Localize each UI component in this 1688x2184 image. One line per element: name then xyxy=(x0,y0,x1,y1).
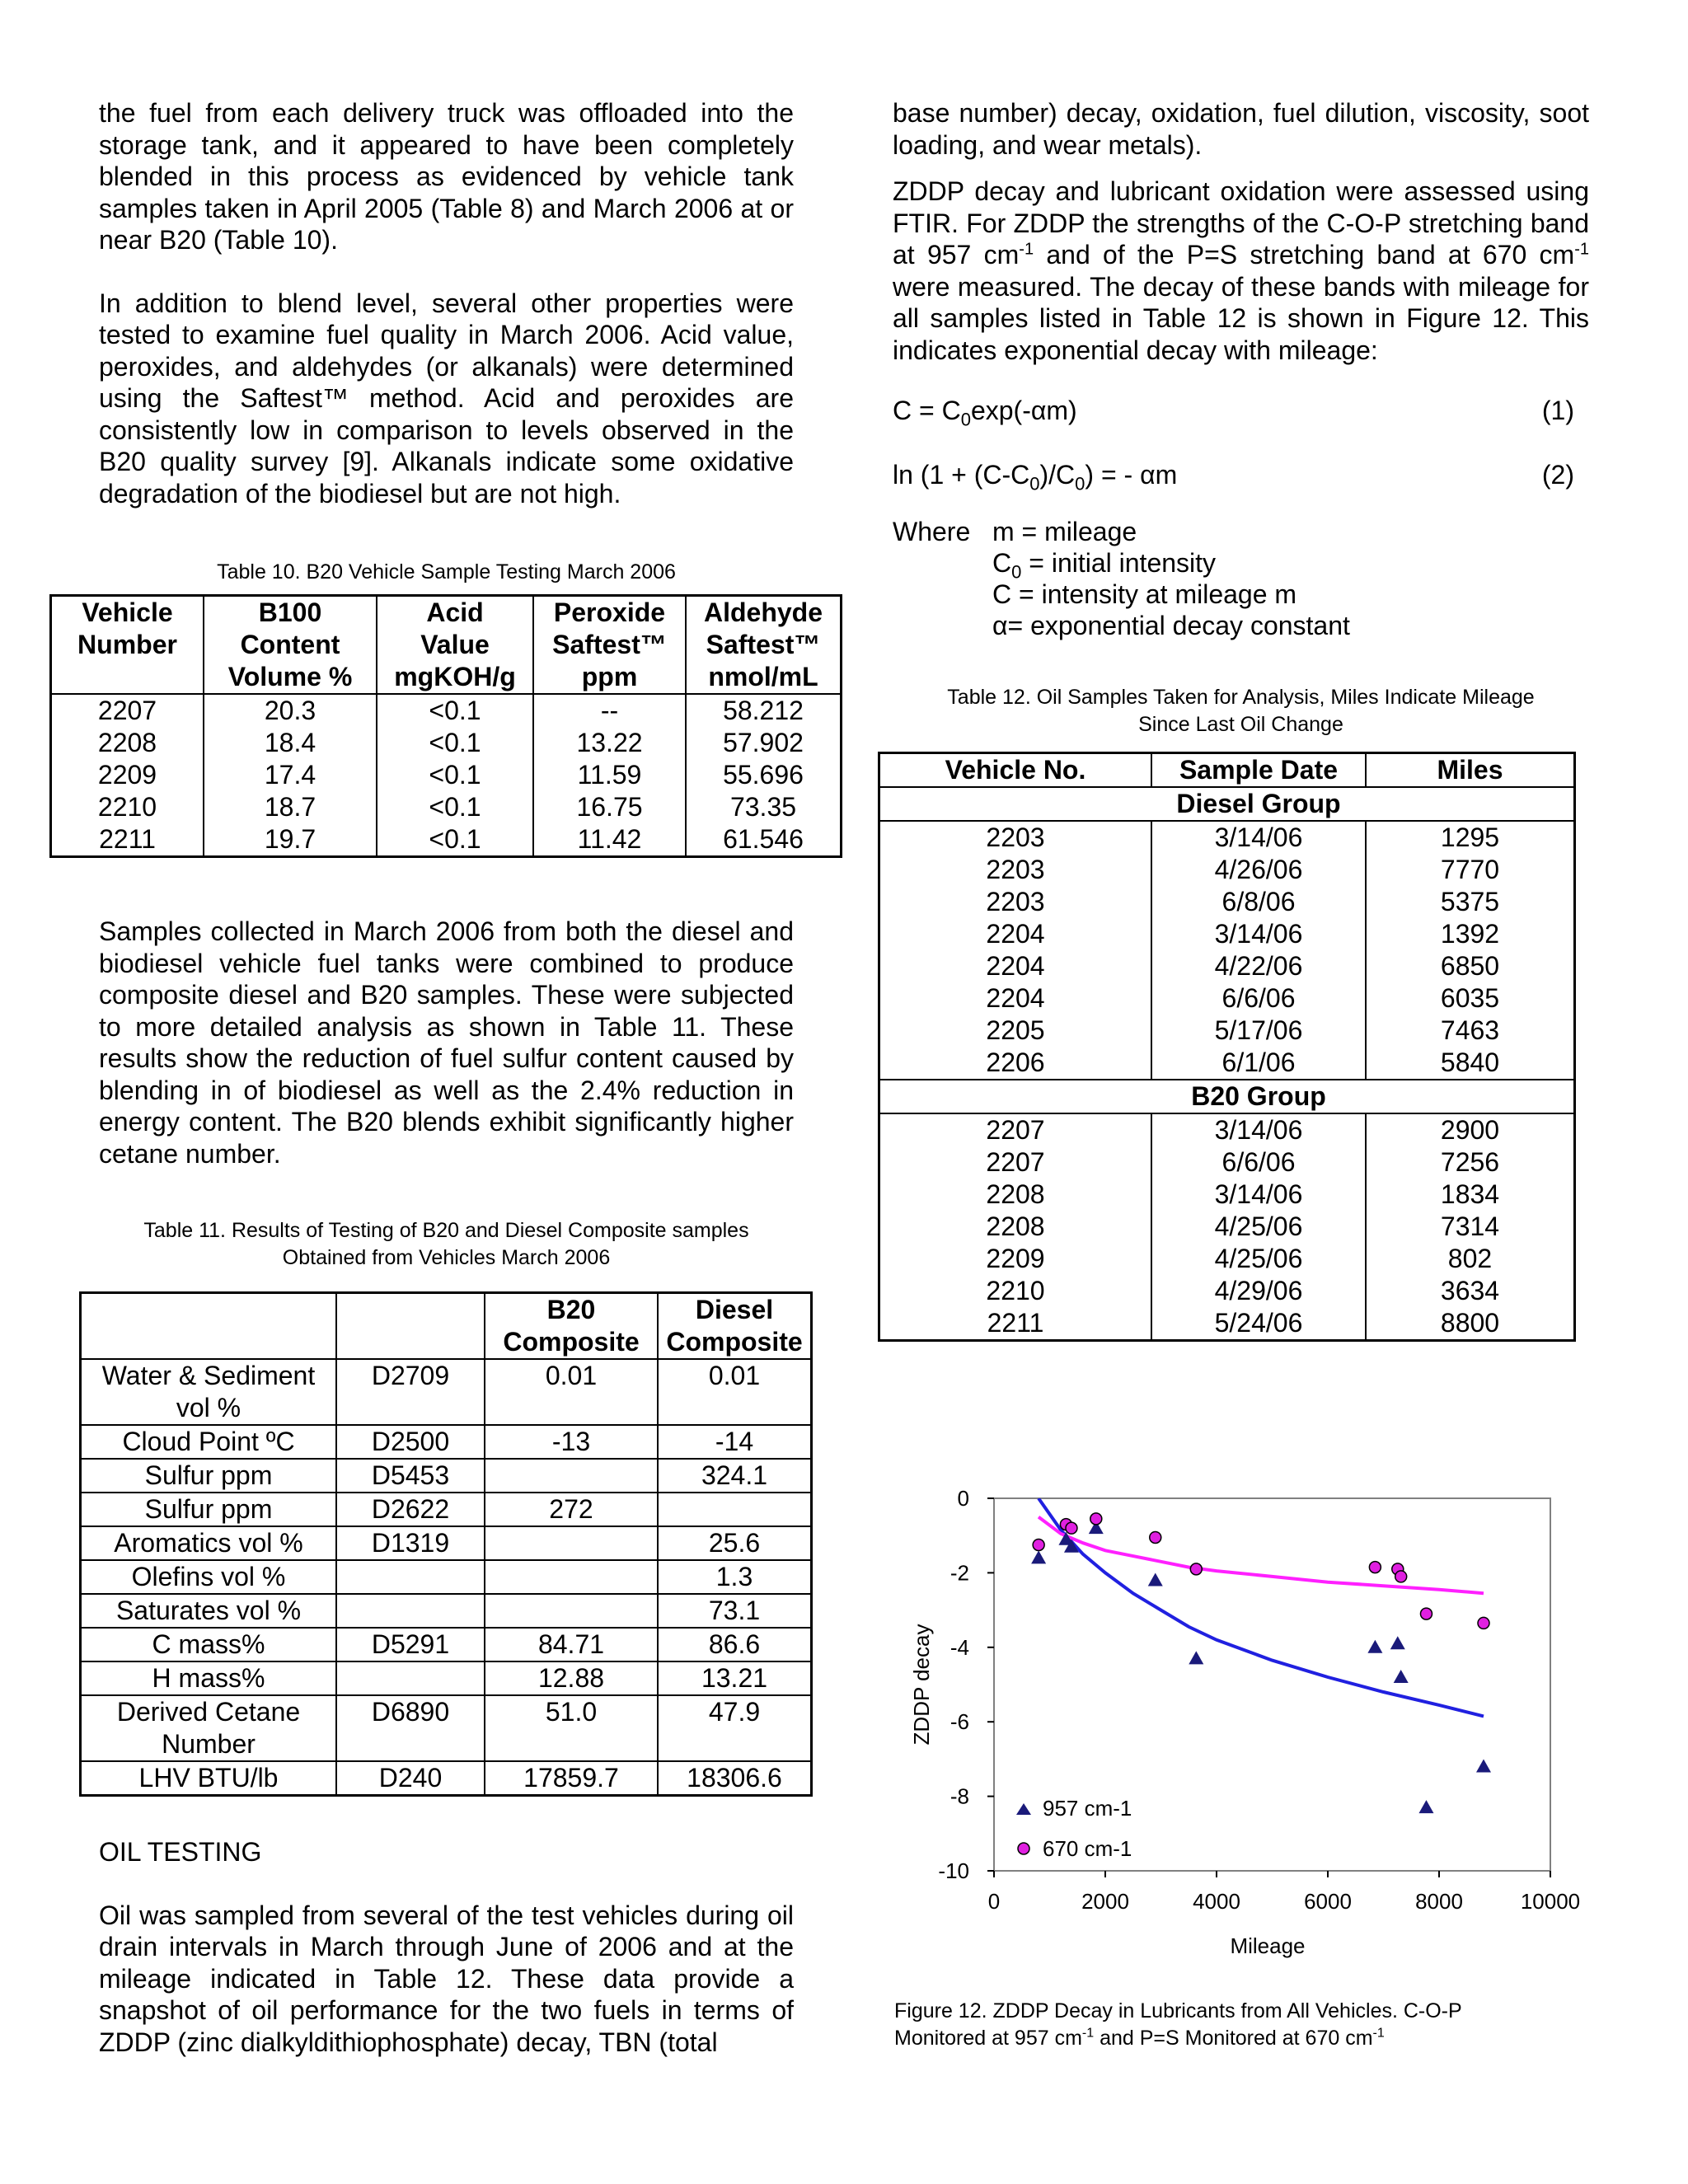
table-row xyxy=(51,759,842,791)
table10-cell: 58.212 xyxy=(686,694,842,727)
table10-cell: 73.35 xyxy=(686,791,842,823)
table11-cell: 84.71 xyxy=(485,1628,658,1661)
x-tick-label: 2000 xyxy=(1081,1889,1129,1914)
table-row xyxy=(81,1695,812,1761)
table12-cell: 2207 xyxy=(879,1113,1152,1146)
x-axis-label: Mileage xyxy=(1230,1933,1306,1958)
y-tick-label: 0 xyxy=(957,1486,969,1511)
table11-header-empty xyxy=(336,1293,485,1360)
table11-cell: D2622 xyxy=(336,1493,485,1526)
y-tick-label: -6 xyxy=(950,1709,969,1735)
table12-cell: 1295 xyxy=(1366,821,1575,854)
x-tick-label: 6000 xyxy=(1304,1889,1352,1914)
table12-cell: 2205 xyxy=(879,1015,1152,1047)
table11-cell: 324.1 xyxy=(658,1459,812,1493)
table-row xyxy=(879,854,1575,886)
table12-cell: 2208 xyxy=(879,1211,1152,1243)
table11-cell: Sulfur ppm xyxy=(81,1493,337,1526)
table12-cell: 2900 xyxy=(1366,1113,1575,1146)
table10-cell: 11.42 xyxy=(533,823,686,857)
equation-1-number: (1) xyxy=(1541,396,1574,425)
table12-cell: 4/26/06 xyxy=(1151,854,1366,886)
table12-cell: 2204 xyxy=(879,982,1152,1015)
legend-label-670: 670 cm-1 xyxy=(1043,1836,1132,1861)
table11-cell: D240 xyxy=(336,1761,485,1796)
table12-cell: 6/8/06 xyxy=(1151,886,1366,918)
table12-cell: 2203 xyxy=(879,821,1152,854)
table11-cell xyxy=(485,1560,658,1594)
table-row xyxy=(879,1211,1575,1243)
right-column xyxy=(893,97,1589,1342)
table12-group-spacer xyxy=(879,1080,1152,1113)
paragraph-oil-sampling: Oil was sampled from several of the test vehicles during oil drain intervals in March through June of 2006 and at the mileage indicated in Table 12. These data provide a snapshot of oil performance for the two fuels in terms of ZDDP (zinc dialkyldithiophosphate) decay, TBN (total xyxy=(99,1900,794,2057)
table12-cell: 1834 xyxy=(1366,1179,1575,1211)
table11-cell: -13 xyxy=(485,1425,658,1459)
table11-cell: Olefins vol % xyxy=(81,1560,337,1594)
table10-cell: <0.1 xyxy=(377,791,533,823)
data-point-670 xyxy=(1369,1562,1381,1573)
table12-cell: 6/1/06 xyxy=(1151,1047,1366,1080)
table10-header: B100 Content Volume % xyxy=(204,596,377,695)
table12-cell: 5840 xyxy=(1366,1047,1575,1080)
table12-cell: 2207 xyxy=(879,1146,1152,1179)
table12-cell: 4/25/06 xyxy=(1151,1211,1366,1243)
table12-cell: 2210 xyxy=(879,1275,1152,1307)
table-row xyxy=(879,1113,1575,1146)
table12-cell: 2208 xyxy=(879,1179,1152,1211)
table11-cell: 47.9 xyxy=(658,1695,812,1761)
equation-2-number: (2) xyxy=(1541,460,1574,490)
table-row xyxy=(51,791,842,823)
table12-cell: 6850 xyxy=(1366,950,1575,982)
table10-cell: 2208 xyxy=(51,727,204,759)
table12-cell: 3/14/06 xyxy=(1151,821,1366,854)
table11-cell: C mass% xyxy=(81,1628,337,1661)
legend-label-957: 957 cm-1 xyxy=(1043,1796,1132,1821)
table11-cell: 272 xyxy=(485,1493,658,1526)
table10-header: Peroxide Saftest™ ppm xyxy=(533,596,686,695)
table-row xyxy=(879,821,1575,854)
data-point-670 xyxy=(1033,1540,1044,1551)
figure12-chart xyxy=(893,1475,1601,1970)
table11-cell xyxy=(336,1661,485,1695)
table11-cell xyxy=(336,1560,485,1594)
table-row xyxy=(81,1560,812,1594)
table12-cell: 8800 xyxy=(1366,1307,1575,1341)
table10-cell: 2210 xyxy=(51,791,204,823)
table10-cell: 18.4 xyxy=(204,727,377,759)
table11-cell: 18306.6 xyxy=(658,1761,812,1796)
table10-header: Aldehyde Saftest™ nmol/mL xyxy=(686,596,842,695)
table11-cell: 0.01 xyxy=(658,1359,812,1425)
legend-marker-circle xyxy=(1018,1843,1029,1854)
where-label: Where xyxy=(893,517,971,546)
where-mileage: m = mileage xyxy=(992,517,1137,546)
paragraph-fuel-blending: the fuel from each delivery truck was offloaded into the storage tank, and it appeared to have been completely blended in this process as evidenced by vehicle tank samples taken in April 2005 (Table 8) and March 2006 at or near B20 (Table 10). xyxy=(99,98,794,255)
table10-cell: 2207 xyxy=(51,694,204,727)
table-row xyxy=(879,950,1575,982)
table10-cell: 13.22 xyxy=(533,727,686,759)
paragraph-composite-samples: Samples collected in March 2006 from both the diesel and biodiesel vehicle fuel tanks were combined to produce composite diesel and B20 samples. These were subjected to more detailed analysis as shown in Table 11. These results show the reduction of fuel sulfur content caused by blending in of biodiesel as well as the 2.4% reduction in energy content. The B20 blends exhibit significantly higher cetane number. xyxy=(99,916,794,1169)
table-row xyxy=(81,1359,812,1425)
table11-cell: Aromatics vol % xyxy=(81,1526,337,1560)
table12-cell: 802 xyxy=(1366,1243,1575,1275)
table12-cell: 3/14/06 xyxy=(1151,1113,1366,1146)
where-intensity: C = intensity at mileage m xyxy=(992,579,1297,609)
data-point-670 xyxy=(1395,1571,1407,1582)
table-row xyxy=(879,1047,1575,1080)
table11-caption: Table 11. Results of Testing of B20 and Diesel Composite samples Obtained from Vehicles March 2006 xyxy=(143,1219,749,1269)
table12-cell: 6/6/06 xyxy=(1151,982,1366,1015)
table11-cell: 86.6 xyxy=(658,1628,812,1661)
table10-cell: <0.1 xyxy=(377,727,533,759)
table11-cell: D5453 xyxy=(336,1459,485,1493)
y-tick-label: -10 xyxy=(938,1858,969,1883)
table12-cell: 2203 xyxy=(879,854,1152,886)
table12-cell: 7314 xyxy=(1366,1211,1575,1243)
table10-caption: Table 10. B20 Vehicle Sample Testing March 2006 xyxy=(217,560,676,583)
y-tick-label: -2 xyxy=(950,1560,969,1586)
table10-header: Acid Value mgKOH/g xyxy=(377,596,533,695)
table11-cell: 17859.7 xyxy=(485,1761,658,1796)
table-row xyxy=(51,823,842,857)
table12-group-diesel xyxy=(879,787,1575,821)
table11-header-diesel: Diesel Composite xyxy=(658,1293,812,1360)
table-row xyxy=(81,1425,812,1459)
table-row xyxy=(81,1594,812,1628)
table11-header-b20: B20 Composite xyxy=(485,1293,658,1360)
table11-cell: Saturates vol % xyxy=(81,1594,337,1628)
table-row xyxy=(81,1661,812,1695)
table-row xyxy=(879,1243,1575,1275)
table11-cell xyxy=(485,1526,658,1560)
table12-cell: 4/25/06 xyxy=(1151,1243,1366,1275)
table10-header: Vehicle Number xyxy=(51,596,204,695)
table11-cell xyxy=(658,1493,812,1526)
table12-header: Vehicle No. xyxy=(879,753,1152,788)
table11-cell: 25.6 xyxy=(658,1526,812,1560)
table10-cell: <0.1 xyxy=(377,759,533,791)
table-row xyxy=(81,1459,812,1493)
table11-cell: 12.88 xyxy=(485,1661,658,1695)
paragraph-tbn-continued: base number) decay, oxidation, fuel dilution, viscosity, soot loading, and wear metals). xyxy=(893,98,1589,160)
table12-group-label: Diesel Group xyxy=(1151,787,1366,821)
data-point-670 xyxy=(1066,1522,1077,1534)
table-row xyxy=(879,1179,1575,1211)
where-decay-constant: α= exponential decay constant xyxy=(992,611,1350,640)
table-row xyxy=(81,1493,812,1526)
table11-cell xyxy=(485,1594,658,1628)
table12-cell: 7770 xyxy=(1366,854,1575,886)
paragraph-zddp-ftir: ZDDP decay and lubricant oxidation were assessed using FTIR. For ZDDP the strengths of the C-O-P stretching band at 957 $cm^{-1}$ and of the P=S stretching band at 670 $cm^{-1}$ were measured. The decay of these bands with mileage for all samples listed in Table 12 is shown in Figure 12. This indicates exponential decay with mileage: xyxy=(893,176,1590,365)
table12-cell: 7463 xyxy=(1366,1015,1575,1047)
table10-cell: 57.902 xyxy=(686,727,842,759)
table-row xyxy=(879,1146,1575,1179)
table10-cell: <0.1 xyxy=(377,694,533,727)
table-row xyxy=(81,1526,812,1560)
table12-cell: 5375 xyxy=(1366,886,1575,918)
equation-1: $C = C_0\exp(-\alpha m)$ (1) xyxy=(893,396,1574,430)
table11-cell: D2500 xyxy=(336,1425,485,1459)
table10-cell: 2211 xyxy=(51,823,204,857)
table12-group-b20 xyxy=(879,1080,1575,1113)
table12-cell: 4/22/06 xyxy=(1151,950,1366,982)
table10-cell: 2209 xyxy=(51,759,204,791)
table10-cell: 55.696 xyxy=(686,759,842,791)
table11-cell: D5291 xyxy=(336,1628,485,1661)
table11-cell: 73.1 xyxy=(658,1594,812,1628)
table11 xyxy=(79,1291,813,1797)
paragraph-fuel-quality: In addition to blend level, several other properties were tested to examine fuel quality in March 2006. Acid value, peroxides, and aldehydes (or alkanals) were determined using the Saftest™ method. Acid and peroxides are consistently low in comparison to levels observed in the B20 quality survey [9]. Alkanals indicate some oxidative degradation of the biodiesel but are not high. xyxy=(99,288,794,509)
x-tick-label: 0 xyxy=(987,1889,1001,1914)
table10-cell: 61.546 xyxy=(686,823,842,857)
table-row xyxy=(879,918,1575,950)
where-initial-intensity: $C_0$ = initial intensity xyxy=(992,548,1217,583)
x-tick-label: 4000 xyxy=(1193,1889,1240,1914)
table11-cell: 1.3 xyxy=(658,1560,812,1594)
table10-cell: 17.4 xyxy=(204,759,377,791)
table12-cell: 2206 xyxy=(879,1047,1152,1080)
table10-cell: 20.3 xyxy=(204,694,377,727)
equation-2: $\ln (1 + (C-C_0)/C_0)$ = - αm (2) xyxy=(893,460,1574,494)
table12-cell: 3634 xyxy=(1366,1275,1575,1307)
table11-cell: 0.01 xyxy=(485,1359,658,1425)
table11-cell: D6890 xyxy=(336,1695,485,1761)
section-heading-oil-testing: OIL TESTING xyxy=(99,1837,262,1867)
table12-group-spacer xyxy=(1366,787,1575,821)
table-row xyxy=(879,1015,1575,1047)
table12-cell: 3/14/06 xyxy=(1151,1179,1366,1211)
data-point-670 xyxy=(1190,1563,1202,1575)
table12-cell: 6035 xyxy=(1366,982,1575,1015)
left-column xyxy=(77,97,823,2058)
table12-cell: 2211 xyxy=(879,1307,1152,1341)
table-row xyxy=(879,1275,1575,1307)
table-row xyxy=(879,982,1575,1015)
table12-cell: 5/17/06 xyxy=(1151,1015,1366,1047)
table12-group-spacer xyxy=(1366,1080,1575,1113)
table11-cell: Cloud Point ºC xyxy=(81,1425,337,1459)
table-row xyxy=(879,886,1575,918)
table11-cell: -14 xyxy=(658,1425,812,1459)
table11-cell: 51.0 xyxy=(485,1695,658,1761)
table-row xyxy=(879,1307,1575,1341)
data-point-670 xyxy=(1478,1617,1489,1629)
table-row xyxy=(81,1761,812,1796)
table10 xyxy=(49,594,842,858)
table11-cell: H mass% xyxy=(81,1661,337,1695)
table12-header: Miles xyxy=(1366,753,1575,788)
x-tick-label: 10000 xyxy=(1520,1889,1581,1914)
figure12-caption: Figure 12. ZDDP Decay in Lubricants from All Vehicles. C-O-P Monitored at 957 $cm^{-1}$ and P=S Monitored at 670 $cm^{-1}$ xyxy=(894,1999,1462,2050)
table11-cell xyxy=(485,1459,658,1493)
table12-group-label: B20 Group xyxy=(1151,1080,1366,1113)
y-axis-label: ZDDP decay xyxy=(909,1624,934,1746)
table10-cell: 16.75 xyxy=(533,791,686,823)
table12-group-spacer xyxy=(879,787,1152,821)
table12-cell: 5/24/06 xyxy=(1151,1307,1366,1341)
table12-cell: 2203 xyxy=(879,886,1152,918)
table11-cell: D1319 xyxy=(336,1526,485,1560)
y-tick-label: -8 xyxy=(950,1783,969,1809)
table11-cell: 13.21 xyxy=(658,1661,812,1695)
data-point-670 xyxy=(1090,1513,1102,1525)
table10-cell: -- xyxy=(533,694,686,727)
table12-caption: Table 12. Oil Samples Taken for Analysis, Miles Indicate Mileage Since Last Oil Change xyxy=(947,686,1535,736)
table12-cell: 2209 xyxy=(879,1243,1152,1275)
y-tick-label: -4 xyxy=(950,1634,969,1660)
table10-cell: 19.7 xyxy=(204,823,377,857)
table12-cell: 1392 xyxy=(1366,918,1575,950)
table10-cell: <0.1 xyxy=(377,823,533,857)
table11-header-empty xyxy=(81,1293,337,1360)
data-point-670 xyxy=(1420,1608,1432,1619)
x-tick-label: 8000 xyxy=(1415,1889,1463,1914)
table12 xyxy=(878,752,1576,1342)
table-row xyxy=(51,694,842,727)
table12-cell: 2204 xyxy=(879,950,1152,982)
table12-cell: 7256 xyxy=(1366,1146,1575,1179)
table11-cell: D2709 xyxy=(336,1359,485,1425)
table11-cell: LHV BTU/lb xyxy=(81,1761,337,1796)
table10-cell: 18.7 xyxy=(204,791,377,823)
table12-cell: 6/6/06 xyxy=(1151,1146,1366,1179)
table-row xyxy=(51,727,842,759)
table10-cell: 11.59 xyxy=(533,759,686,791)
table12-cell: 2204 xyxy=(879,918,1152,950)
table12-cell: 4/29/06 xyxy=(1151,1275,1366,1307)
table11-cell xyxy=(336,1594,485,1628)
table12-cell: 3/14/06 xyxy=(1151,918,1366,950)
table11-cell: Water & Sediment vol % xyxy=(81,1359,337,1425)
table-row xyxy=(81,1628,812,1661)
table12-header: Sample Date xyxy=(1151,753,1366,788)
data-point-670 xyxy=(1150,1531,1161,1543)
table11-cell: Derived Cetane Number xyxy=(81,1695,337,1761)
table11-cell: Sulfur ppm xyxy=(81,1459,337,1493)
variable-definitions xyxy=(893,516,1589,641)
